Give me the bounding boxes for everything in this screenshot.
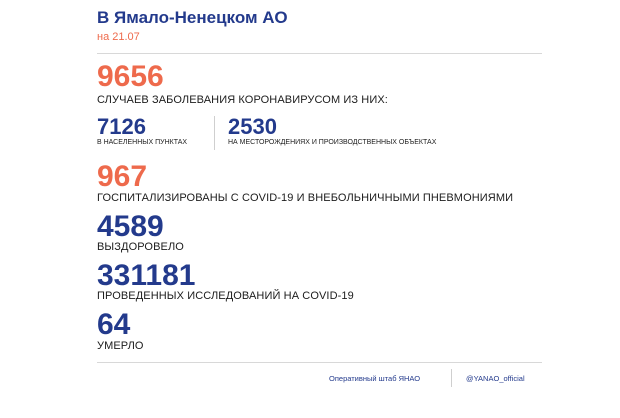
recovered-value: 4589 <box>97 210 164 243</box>
total-cases-label: СЛУЧАЕВ ЗАБОЛЕВАНИЯ КОРОНАВИРУСОМ ИЗ НИХ: <box>97 94 388 106</box>
tests-label: ПРОВЕДЕННЫХ ИССЛЕДОВАНИЙ НА COVID-19 <box>97 290 354 302</box>
fields-cases-label: НА МЕСТОРОЖДЕНИЯХ И ПРОИЗВОДСТВЕННЫХ ОБЪЕКТАХ <box>228 139 437 146</box>
settlements-cases-value: 7126 <box>97 114 146 139</box>
total-cases-value: 9656 <box>97 60 164 93</box>
hospitalized-label: ГОСПИТАЛИЗИРОВАНЫ С COVID-19 И ВНЕБОЛЬНИЧНЫМИ ПНЕВМОНИЯМИ <box>97 192 514 204</box>
tests-value: 331181 <box>97 259 196 292</box>
fields-cases-value: 2530 <box>228 114 277 139</box>
footer-divider-vertical <box>451 369 452 387</box>
recovered-label: ВЫЗДОРОВЕЛО <box>97 241 184 253</box>
header-divider <box>97 53 542 54</box>
footer-handle: @YANAO_official <box>466 374 525 383</box>
deaths-label: УМЕРЛО <box>97 340 144 352</box>
footer-divider <box>97 362 542 363</box>
report-date: на 21.07 <box>97 31 140 43</box>
footer-source: Оперативный штаб ЯНАО <box>329 374 421 383</box>
settlements-cases-label: В НАСЕЛЕННЫХ ПУНКТАХ <box>97 139 188 146</box>
hospitalized-value: 967 <box>97 160 148 193</box>
stats-divider <box>214 116 215 150</box>
page-title: В Ямало-Ненецком АО <box>97 8 288 27</box>
deaths-value: 64 <box>97 308 131 341</box>
